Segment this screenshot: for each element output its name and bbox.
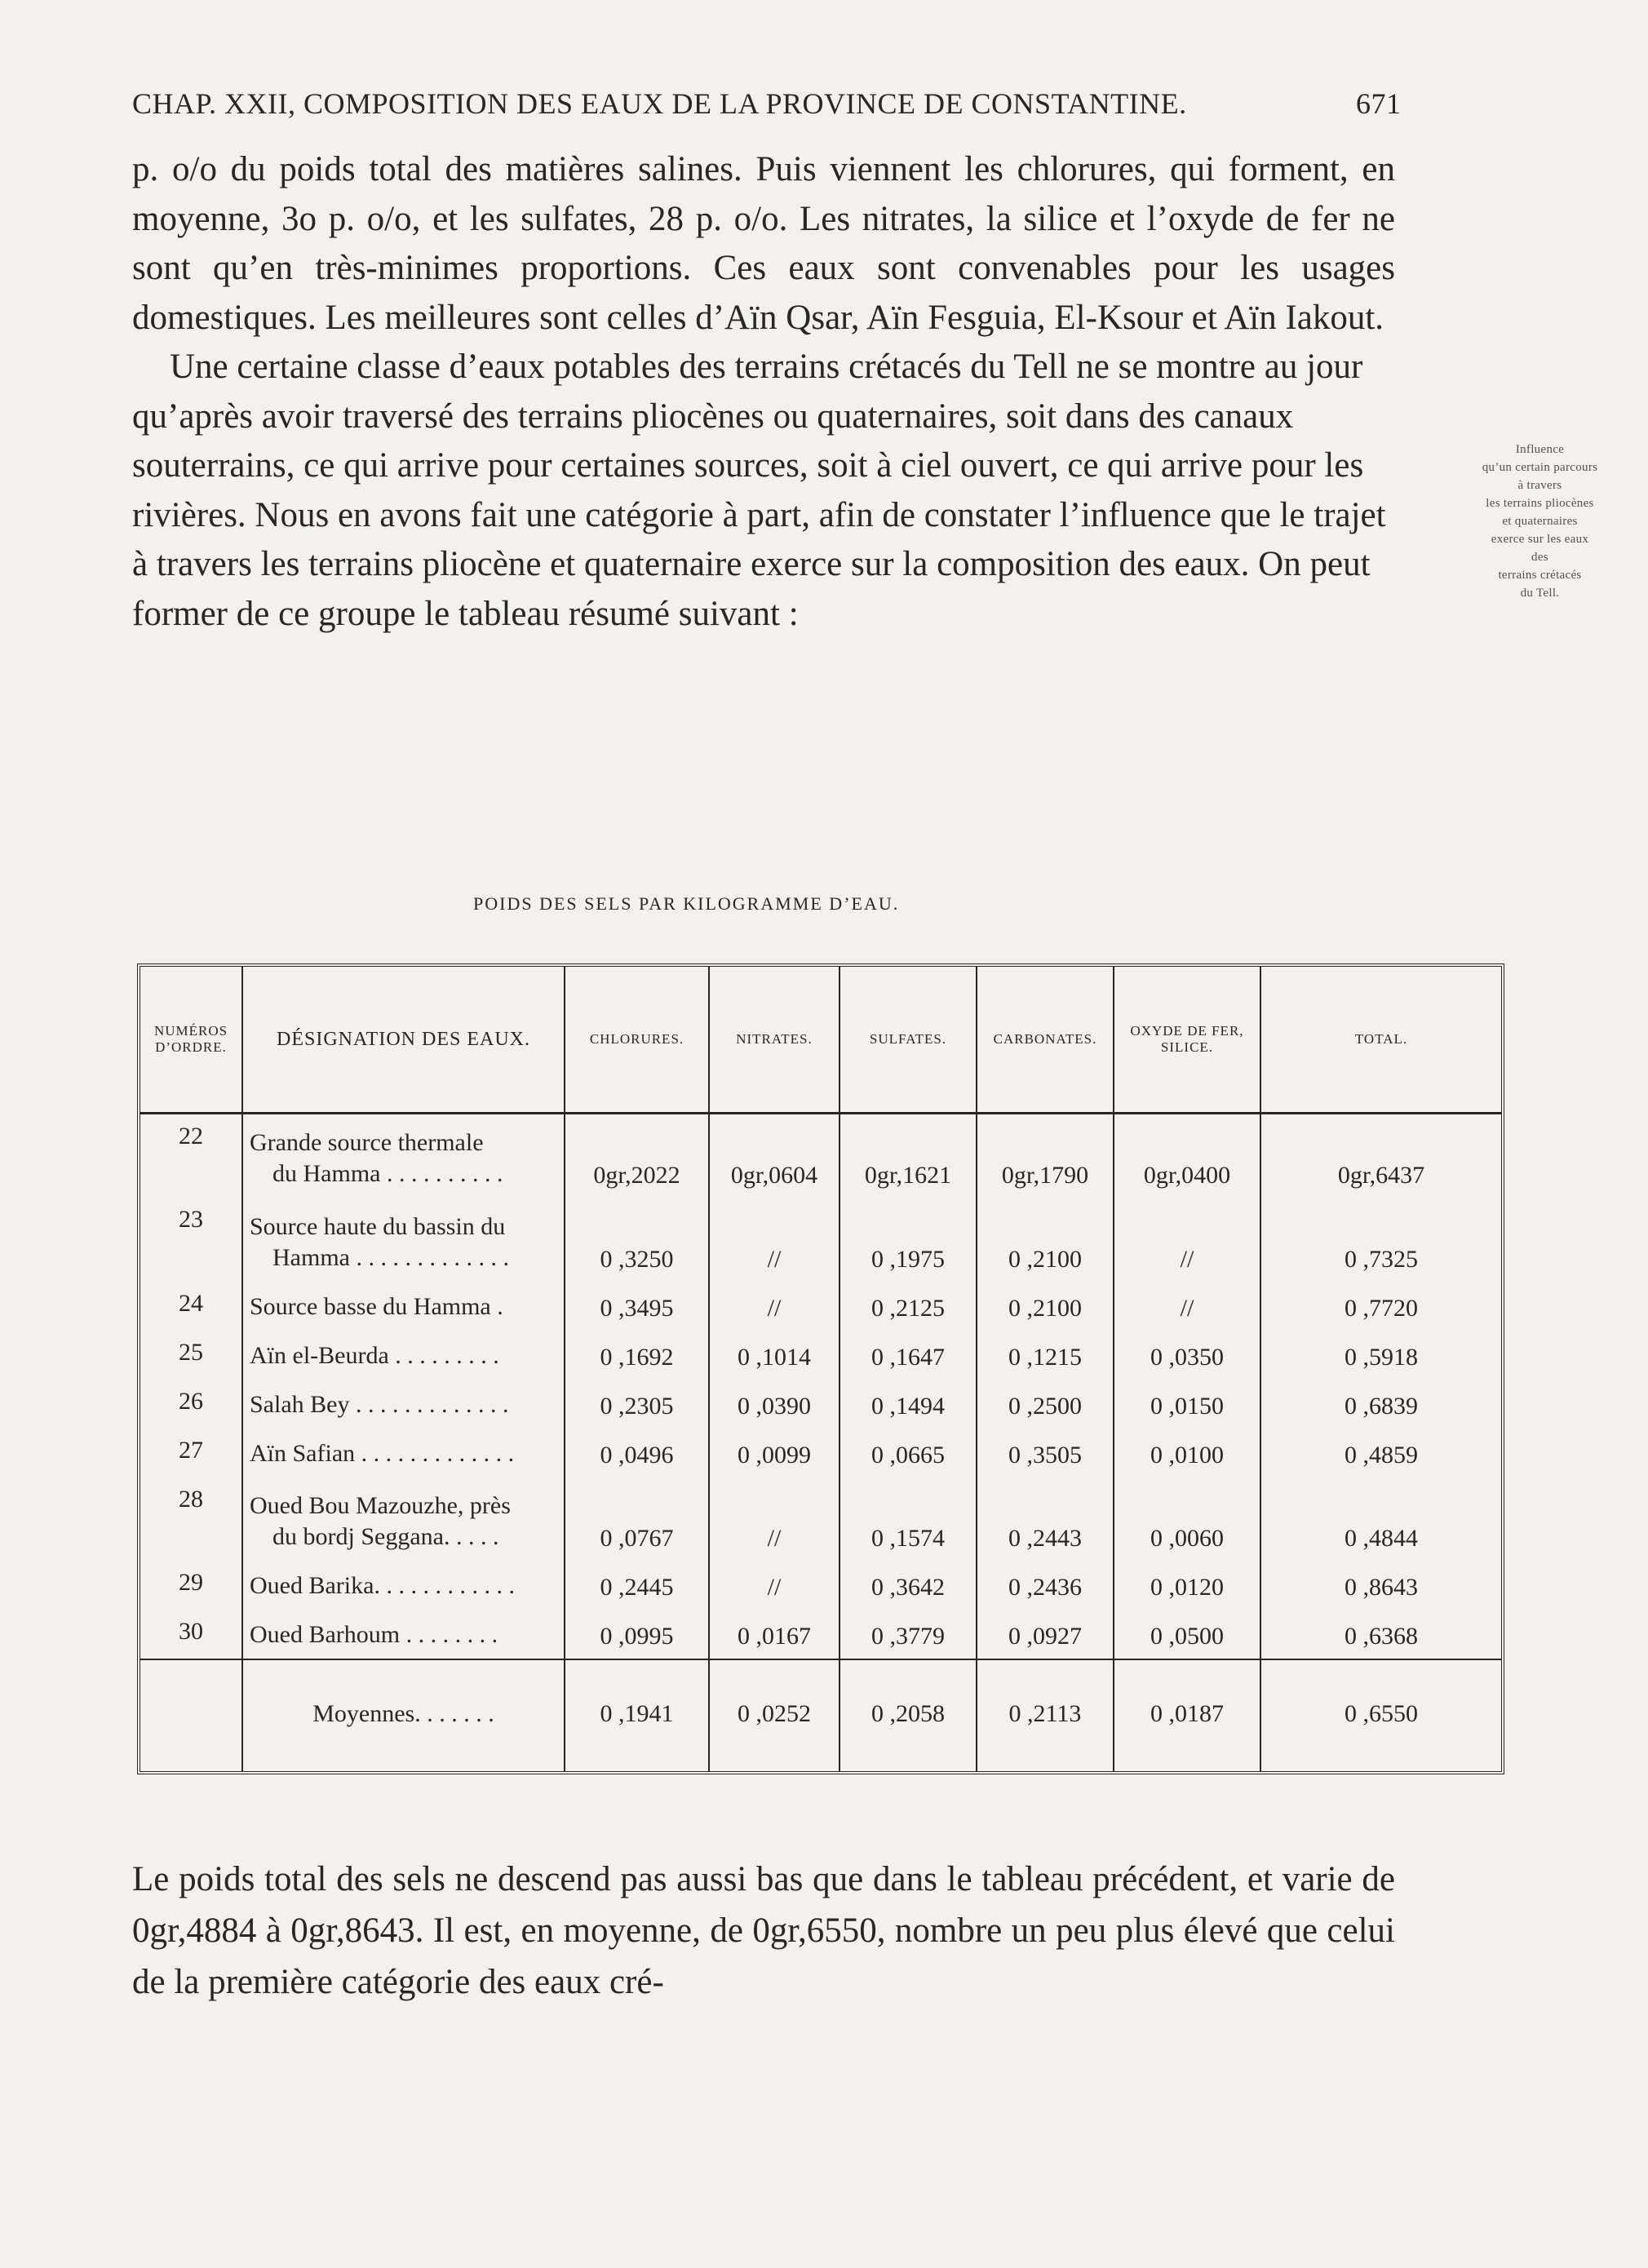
table-row	[140, 1561, 1501, 1610]
cell-total: 0 ,4859	[1345, 1441, 1418, 1468]
cell-oxyde: 0gr,0400	[1114, 1114, 1260, 1198]
designation-line-2: Oued Barhoum . . . . . . . .	[250, 1621, 498, 1648]
row-designation	[242, 1114, 565, 1198]
table-row	[140, 1429, 1501, 1477]
cell-nitrates: 0 ,0167	[709, 1610, 840, 1659]
row-number: 25	[140, 1331, 242, 1380]
cell-carbonates: 0 ,2436	[977, 1561, 1114, 1610]
cell-total: 0 ,6368	[1345, 1623, 1418, 1650]
body-text	[132, 145, 1395, 639]
cell-sulfates: 0 ,1574	[840, 1477, 977, 1561]
row-number: 22	[140, 1114, 242, 1198]
cell-total: 0 ,5918	[1345, 1343, 1418, 1371]
average-sulfates: 0 ,2058	[840, 1659, 977, 1771]
cell-nitrates: 0 ,0390	[709, 1380, 840, 1429]
cell-total: 0 ,6839	[1345, 1392, 1418, 1420]
row-number: 30	[140, 1610, 242, 1659]
cell-oxyde: 0 ,0150	[1114, 1380, 1260, 1429]
cell-carbonates: 0 ,3505	[977, 1429, 1114, 1477]
col-header-oxyde: OXYDE DE FER, SILICE.	[1114, 967, 1260, 1114]
page-number: 671	[1356, 87, 1402, 120]
cell-carbonates: 0 ,2100	[977, 1282, 1114, 1331]
col-header-num: NUMÉROS D’ORDRE.	[140, 967, 242, 1114]
cell-carbonates: 0gr,1790	[977, 1114, 1114, 1198]
margin-note-line: Influence	[1515, 443, 1565, 456]
cell-chlorures: 0 ,3250	[565, 1198, 709, 1281]
cell-total: 0 ,7325	[1345, 1245, 1418, 1273]
cell-total: 0 ,4844	[1345, 1524, 1418, 1552]
averages-row	[140, 1659, 1501, 1771]
averages-num-cell	[140, 1659, 242, 1771]
average-oxyde: 0 ,0187	[1114, 1659, 1260, 1771]
cell-sulfates: 0 ,3642	[840, 1561, 977, 1610]
cell-total: 0gr,6437	[1337, 1162, 1425, 1189]
cell-oxyde: 0 ,0350	[1114, 1331, 1260, 1380]
cell-oxyde: 0 ,0500	[1114, 1610, 1260, 1659]
cell-carbonates: 0 ,2443	[977, 1477, 1114, 1561]
margin-note-line: du Tell.	[1520, 587, 1560, 600]
row-number: 26	[140, 1380, 242, 1429]
table-title: POIDS DES SELS PAR KILOGRAMME D’EAU.	[473, 893, 900, 914]
row-designation	[242, 1380, 565, 1429]
cell-oxyde: //	[1114, 1282, 1260, 1331]
margin-note-line: à travers	[1517, 479, 1562, 492]
average-total: 0 ,6550	[1260, 1659, 1501, 1771]
row-designation	[242, 1610, 565, 1659]
designation-line-2: Salah Bey . . . . . . . . . . . . .	[250, 1390, 509, 1418]
margin-note-line: qu’un certain parcours	[1482, 461, 1598, 474]
cell-chlorures: 0 ,1692	[565, 1331, 709, 1380]
average-chlorures: 0 ,1941	[565, 1659, 709, 1771]
designation-line-2: Oued Barika. . . . . . . . . . . .	[250, 1571, 515, 1599]
designation-line-2: du Hamma . . . . . . . . . .	[272, 1160, 503, 1188]
cell-chlorures: 0gr,2022	[565, 1114, 709, 1198]
row-designation	[242, 1198, 565, 1281]
cell-sulfates: 0 ,0665	[840, 1429, 977, 1477]
table-row	[140, 1114, 1501, 1198]
salts-table	[137, 963, 1504, 1774]
row-number: 27	[140, 1429, 242, 1477]
cell-nitrates: 0 ,0099	[709, 1429, 840, 1477]
row-designation	[242, 1282, 565, 1331]
margin-note-line: terrains crétacés	[1498, 569, 1582, 582]
cell-chlorures: 0 ,0995	[565, 1610, 709, 1659]
cell-nitrates: //	[709, 1198, 840, 1281]
table-row	[140, 1198, 1501, 1281]
cell-sulfates: 0 ,2125	[840, 1282, 977, 1331]
cell-total: 0 ,7720	[1345, 1294, 1418, 1322]
cell-nitrates: 0gr,0604	[709, 1114, 840, 1198]
cell-nitrates: 0 ,1014	[709, 1331, 840, 1380]
row-number: 24	[140, 1282, 242, 1331]
cell-nitrates: //	[709, 1477, 840, 1561]
table-row	[140, 1282, 1501, 1331]
cell-sulfates: 0gr,1621	[840, 1114, 977, 1198]
closing-text	[132, 1854, 1395, 2008]
row-number: 23	[140, 1198, 242, 1281]
table-body	[140, 1114, 1501, 1772]
cell-sulfates: 0 ,1975	[840, 1198, 977, 1281]
average-carbonates: 0 ,2113	[977, 1659, 1114, 1771]
row-designation	[242, 1477, 565, 1561]
table-row	[140, 1610, 1501, 1659]
margin-note-line: des	[1531, 551, 1548, 564]
cell-chlorures: 0 ,2305	[565, 1380, 709, 1429]
margin-note-line: et quaternaires	[1502, 515, 1578, 528]
designation-line-1: Grande source thermale	[250, 1129, 484, 1157]
designation-line-1: Oued Bou Mazouzhe, près	[250, 1491, 511, 1519]
margin-note-line: les terrains pliocènes	[1486, 497, 1594, 510]
designation-line-2: Source basse du Hamma .	[250, 1292, 503, 1320]
table-row	[140, 1477, 1501, 1561]
salts-table-grid	[140, 967, 1501, 1771]
cell-oxyde: 0 ,0060	[1114, 1477, 1260, 1561]
col-header-chlorures: CHLORURES.	[565, 967, 709, 1114]
averages-label: Moyennes. . . . . . .	[242, 1659, 565, 1771]
col-header-carbonates: CARBONATES.	[977, 967, 1114, 1114]
cell-chlorures: 0 ,3495	[565, 1282, 709, 1331]
table-row	[140, 1331, 1501, 1380]
col-header-total: TOTAL.	[1260, 967, 1501, 1114]
cell-sulfates: 0 ,1494	[840, 1380, 977, 1429]
cell-carbonates: 0 ,0927	[977, 1610, 1114, 1659]
col-header-designation: DÉSIGNATION DES EAUX.	[242, 967, 565, 1114]
table-header-row	[140, 967, 1501, 1114]
cell-sulfates: 0 ,3779	[840, 1610, 977, 1659]
table-row	[140, 1380, 1501, 1429]
running-header	[132, 86, 1438, 121]
margin-note-line: exerce sur les eaux	[1491, 533, 1589, 546]
row-number: 29	[140, 1561, 242, 1610]
cell-sulfates: 0 ,1647	[840, 1331, 977, 1380]
row-designation	[242, 1561, 565, 1610]
margin-note	[1444, 441, 1636, 602]
col-header-sulfates: SULFATES.	[840, 967, 977, 1114]
row-number: 28	[140, 1477, 242, 1561]
cell-total: 0 ,8643	[1345, 1573, 1418, 1601]
cell-carbonates: 0 ,2500	[977, 1380, 1114, 1429]
row-designation	[242, 1331, 565, 1380]
cell-nitrates: //	[709, 1561, 840, 1610]
designation-line-2: Aïn Safian . . . . . . . . . . . . .	[250, 1439, 515, 1467]
row-designation	[242, 1429, 565, 1477]
cell-carbonates: 0 ,2100	[977, 1198, 1114, 1281]
designation-line-2: Aïn el-Beurda . . . . . . . . .	[250, 1341, 499, 1369]
designation-line-2: du bordj Seggana. . . . .	[272, 1522, 499, 1550]
cell-oxyde: 0 ,0120	[1114, 1561, 1260, 1610]
cell-oxyde: 0 ,0100	[1114, 1429, 1260, 1477]
designation-line-2: Hamma . . . . . . . . . . . . .	[272, 1243, 509, 1271]
cell-nitrates: //	[709, 1282, 840, 1331]
average-nitrates: 0 ,0252	[709, 1659, 840, 1771]
chapter-title: CHAP. XXII, COMPOSITION DES EAUX DE LA PROVINCE DE CONSTANTINE.	[132, 87, 1187, 120]
cell-chlorures: 0 ,0496	[565, 1429, 709, 1477]
cell-carbonates: 0 ,1215	[977, 1331, 1114, 1380]
closing-paragraph: Le poids total des sels ne descend pas aussi bas que dans le tableau précédent, et varie de 0gr,4884 à 0gr,8643. Il est, en moyenne, de 0gr,6550, nombre un peu plus élevé que celui de la première catégorie des eaux cré-	[132, 1860, 1395, 2001]
cell-oxyde: //	[1114, 1198, 1260, 1281]
col-header-nitrates: NITRATES.	[709, 967, 840, 1114]
cell-chlorures: 0 ,2445	[565, 1561, 709, 1610]
paragraph-1: p. o/o du poids total des matières salines. Puis viennent les chlorures, qui forment, en moyenne, 3o p. o/o, et les sulfates, 28 p. o/o. Les nitrates, la silice et l’oxyde de fer ne sont qu’en très-minimes proportions. Ces eaux sont convenables pour les usages domestiques. Les meilleures sont celles d’Aïn Qsar, Aïn Fesguia, El-Ksour et Aïn Iakout.	[132, 150, 1395, 337]
designation-line-1: Source haute du bassin du	[250, 1212, 506, 1240]
paragraph-2: Une certaine classe d’eaux potables des terrains crétacés du Tell ne se montre au jour qu’après avoir traversé des terrains pliocènes ou quaternaires, soit dans des canaux souterrains, ce qui arrive pour certaines sources, soit à ciel ouvert, ce qui arrive pour les rivières. Nous en avons fait une catégorie à part, afin de constater l’influence que le trajet à travers les terrains pliocène et quaternaire exerce sur la composition des eaux. On peut former de ce groupe le tableau résumé suivant :	[132, 348, 1386, 633]
cell-chlorures: 0 ,0767	[565, 1477, 709, 1561]
